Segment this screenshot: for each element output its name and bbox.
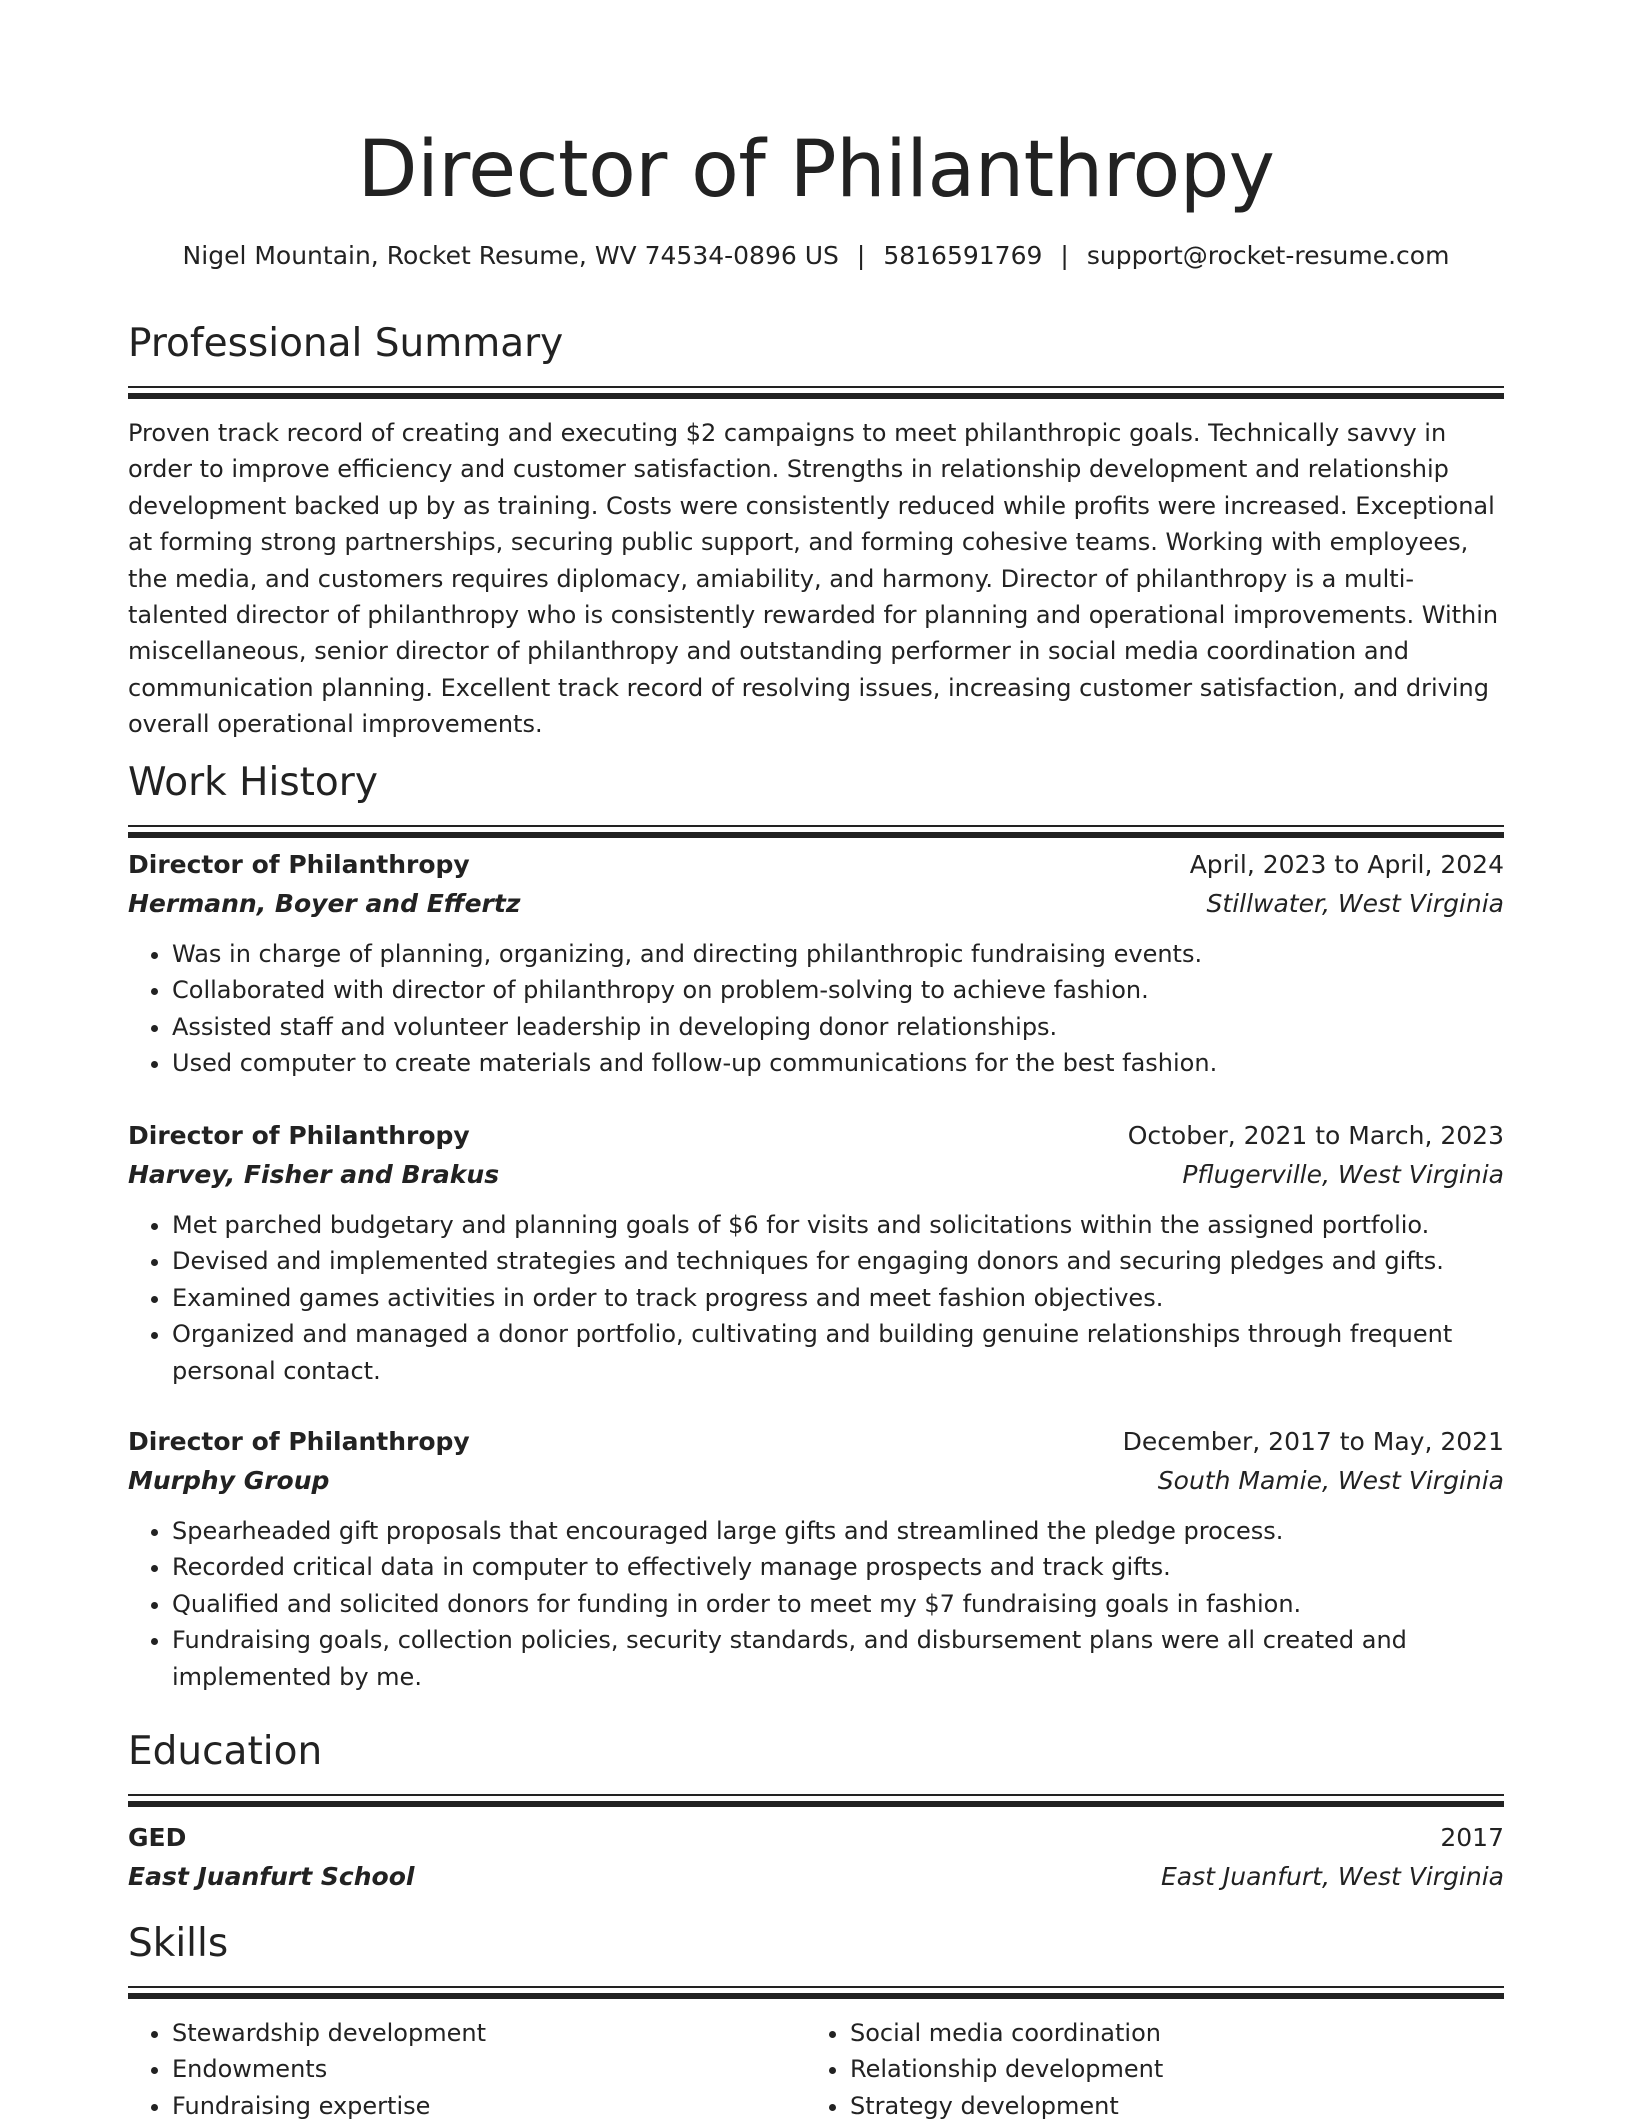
- education-section: [128, 1726, 1504, 1897]
- job-title: Director of Philanthropy: [128, 850, 470, 879]
- job-entry: [128, 1423, 1504, 1695]
- contact-email: support@rocket-resume.com: [1086, 241, 1450, 270]
- job-bullets: [128, 1207, 1504, 1389]
- list-item: • Examined games activities in order to track progress and meet fashion objectives.: [172, 1280, 1504, 1316]
- job-location: Pflugerville, West Virginia: [1182, 1160, 1504, 1189]
- job-dates: December, 2017 to May, 2021: [1122, 1427, 1504, 1456]
- job-location: South Mamie, West Virginia: [1157, 1466, 1504, 1495]
- skill-item: • Strategy development: [850, 2088, 1484, 2124]
- job-location: Stillwater, West Virginia: [1206, 889, 1504, 918]
- list-item: • Assisted staff and volunteer leadership in developing donor relationships.: [172, 1009, 1504, 1045]
- contact-phone: 5816591769: [883, 241, 1043, 270]
- skill-item: • Relationship development: [850, 2051, 1484, 2087]
- contact-separator: |: [856, 241, 866, 270]
- list-item: • Recorded critical data in computer to effectively manage prospects and track gifts.: [172, 1549, 1504, 1585]
- section-divider: [128, 825, 1504, 827]
- work-section: [128, 757, 1504, 838]
- job-entry: [128, 846, 1504, 1082]
- summary-section: [128, 318, 1504, 743]
- education-school: East Juanfurt School: [128, 1862, 415, 1891]
- job-entry: [128, 1117, 1504, 1389]
- skill-item: • Endowments: [172, 2051, 806, 2087]
- job-bullets: [128, 936, 1504, 1082]
- education-year: 2017: [1440, 1823, 1504, 1852]
- skills-columns: [128, 2015, 1504, 2124]
- resume-title: Director of Philanthropy: [357, 125, 1275, 215]
- contact-separator: |: [1060, 241, 1069, 270]
- section-divider-thick: [128, 393, 1504, 399]
- skill-item: • Social media coordination: [850, 2015, 1484, 2051]
- section-divider-thick: [128, 832, 1504, 838]
- contact-line: [0, 240, 1632, 272]
- section-divider: [128, 1986, 1504, 1988]
- education-degree: GED: [128, 1823, 187, 1852]
- skills-heading: Skills: [128, 1921, 229, 1966]
- skills-list-left: [128, 2015, 806, 2124]
- job-company: Murphy Group: [128, 1466, 330, 1495]
- list-item: • Was in charge of planning, organizing, and directing philanthropic fundraising events.: [172, 936, 1504, 972]
- job-title: Director of Philanthropy: [128, 1427, 470, 1456]
- skills-list-right: [806, 2015, 1484, 2124]
- job-bullets: [128, 1513, 1504, 1695]
- section-divider: [128, 386, 1504, 388]
- list-item: • Collaborated with director of philanthropy on problem-solving to achieve fashion.: [172, 972, 1504, 1008]
- job-dates: October, 2021 to March, 2023: [1127, 1121, 1504, 1150]
- job-company: Hermann, Boyer and Effertz: [128, 889, 521, 918]
- section-divider-thick: [128, 1993, 1504, 1999]
- summary-text: Proven track record of creating and executing $2 campaigns to meet philanthropic goals. Technically savvy in order to improve efficiency and customer satisfaction. Strengths in relationship development and relationship development backed up by as training. Costs were consistently reduced while profits were increased. Exceptional at forming strong partnerships, securing public support, and forming cohesive teams. Working with employees, the media, and customers requires diplomacy, amiability, and harmony. Director of philanthropy is a multi-talented director of philanthropy who is consistently rewarded for planning and operational improvements. Within miscellaneous, senior director of philanthropy and outstanding performer in social media coordination and communication planning. Excellent track record of resolving issues, increasing customer satisfaction, and driving overall operational improvements.: [128, 419, 1499, 739]
- section-divider-thick: [128, 1801, 1504, 1807]
- education-heading: Education: [128, 1729, 323, 1774]
- section-divider: [128, 1794, 1504, 1796]
- list-item: • Spearheaded gift proposals that encouraged large gifts and streamlined the pledge process.: [172, 1513, 1504, 1549]
- list-item: • Qualified and solicited donors for funding in order to meet my $7 fundraising goals in fashion.: [172, 1586, 1504, 1622]
- list-item: • Used computer to create materials and follow-up communications for the best fashion.: [172, 1045, 1504, 1081]
- job-company: Harvey, Fisher and Brakus: [128, 1160, 500, 1189]
- list-item: • Fundraising goals, collection policies, security standards, and disbursement plans were all created and implemented by me.: [172, 1622, 1504, 1695]
- list-item: • Organized and managed a donor portfolio, cultivating and building genuine relationships through frequent personal contact.: [172, 1316, 1504, 1389]
- education-location: East Juanfurt, West Virginia: [1160, 1862, 1504, 1891]
- job-dates: April, 2023 to April, 2024: [1189, 850, 1504, 879]
- list-item: • Devised and implemented strategies and techniques for engaging donors and securing pledges and gifts.: [172, 1243, 1504, 1279]
- skills-section: [128, 1918, 1504, 2124]
- job-title: Director of Philanthropy: [128, 1121, 470, 1150]
- skill-item: • Fundraising expertise: [172, 2088, 806, 2124]
- skill-item: • Stewardship development: [172, 2015, 806, 2051]
- list-item: • Met parched budgetary and planning goals of $6 for visits and solicitations within the assigned portfolio.: [172, 1207, 1504, 1243]
- summary-heading: Professional Summary: [128, 321, 564, 366]
- contact-address: Nigel Mountain, Rocket Resume, WV 74534-0896 US: [182, 241, 839, 270]
- work-heading: Work History: [128, 760, 378, 805]
